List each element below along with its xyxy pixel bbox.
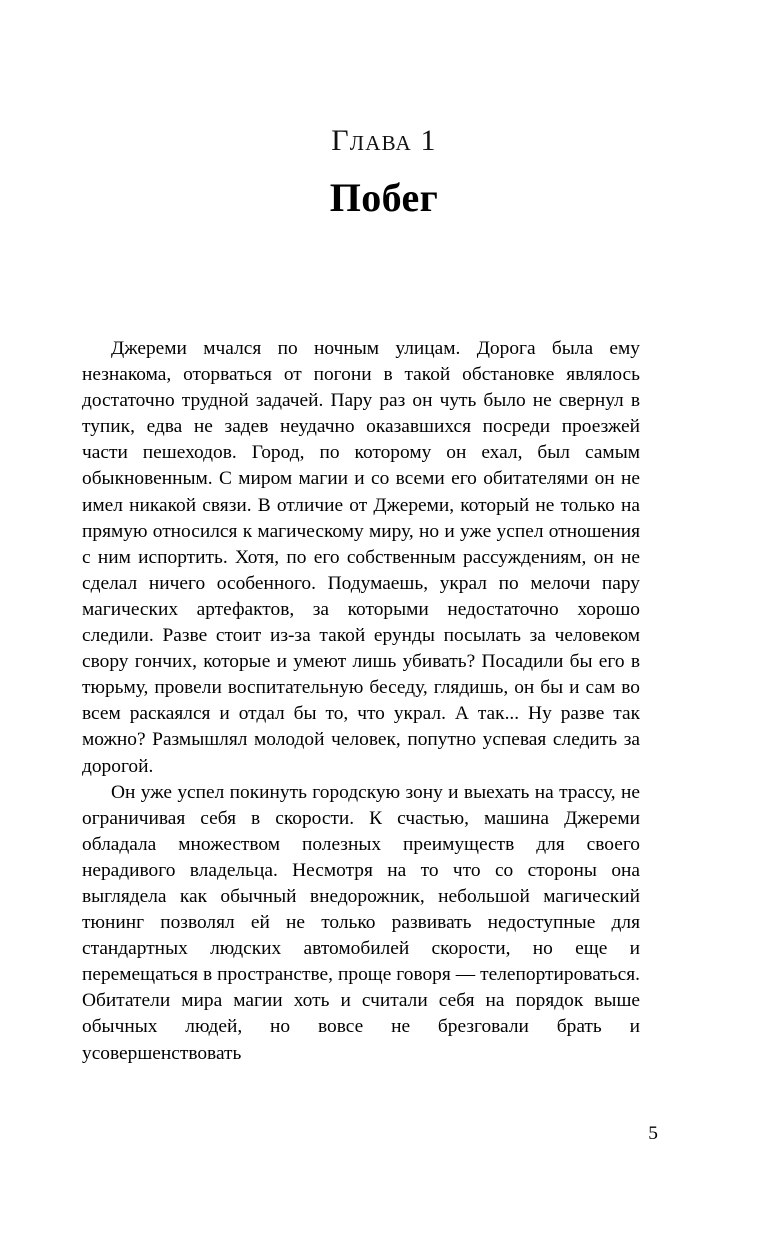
body-text — [82, 336, 640, 1067]
chapter-label: Глава 1 — [331, 124, 437, 157]
paragraph-1: Джереми мчался по ночным улицам. Дорога была ему незнакома, оторваться от погони в такой обстановке являлось достаточно трудной задачей. Пару раз он чуть было не свернул в тупик, едва не задев неудачно оказавшихся посреди проезжей части пешеходов. Город, по которому он ехал, был самым обыкновенным. С миром магии и со всеми его обитателями он не имел никакой связи. В отличие от Джереми, который не только на прямую относился к магическому миру, но и уже успел отношения с ним испортить. Хотя, по его собственным рассуждениям, он не сделал ничего особенного. Подумаешь, украл по мелочи пару магических артефактов, за которыми недостаточно хорошо следили. Разве стоит из-за такой ерунды посылать за человеком свору гончих, которые и умеют лишь убивать? Посадили бы его в тюрьму, провели воспитательную беседу, глядишь, он бы и сам во всем раскаялся и отдал бы то, что украл. А так... Ну разве так можно? Размышлял молодой человек, попутно успевая следить за дорогой. — [82, 338, 640, 777]
page-number: 5 — [648, 1123, 658, 1144]
chapter-header — [0, 126, 768, 218]
chapter-title: Побег — [329, 175, 439, 220]
paragraph-2: Он уже успел покинуть городскую зону и выехать на трассу, не ограничивая себя в скорости. К счастью, машина Джереми обладала множеством полезных преимуществ для своего нерадивого владельца. Несмотря на то что со стороны она выглядела как обычный внедорожник, небольшой магический тюнинг позволял ей не только развивать недоступные для стандартных людских автомобилей скорости, но еще и перемещаться в пространстве, проще говоря — телепортироваться. Обитатели мира магии хоть и считали себя на порядок выше обычных людей, но вовсе не брезговали брать и усовершенствовать — [82, 781, 640, 1064]
